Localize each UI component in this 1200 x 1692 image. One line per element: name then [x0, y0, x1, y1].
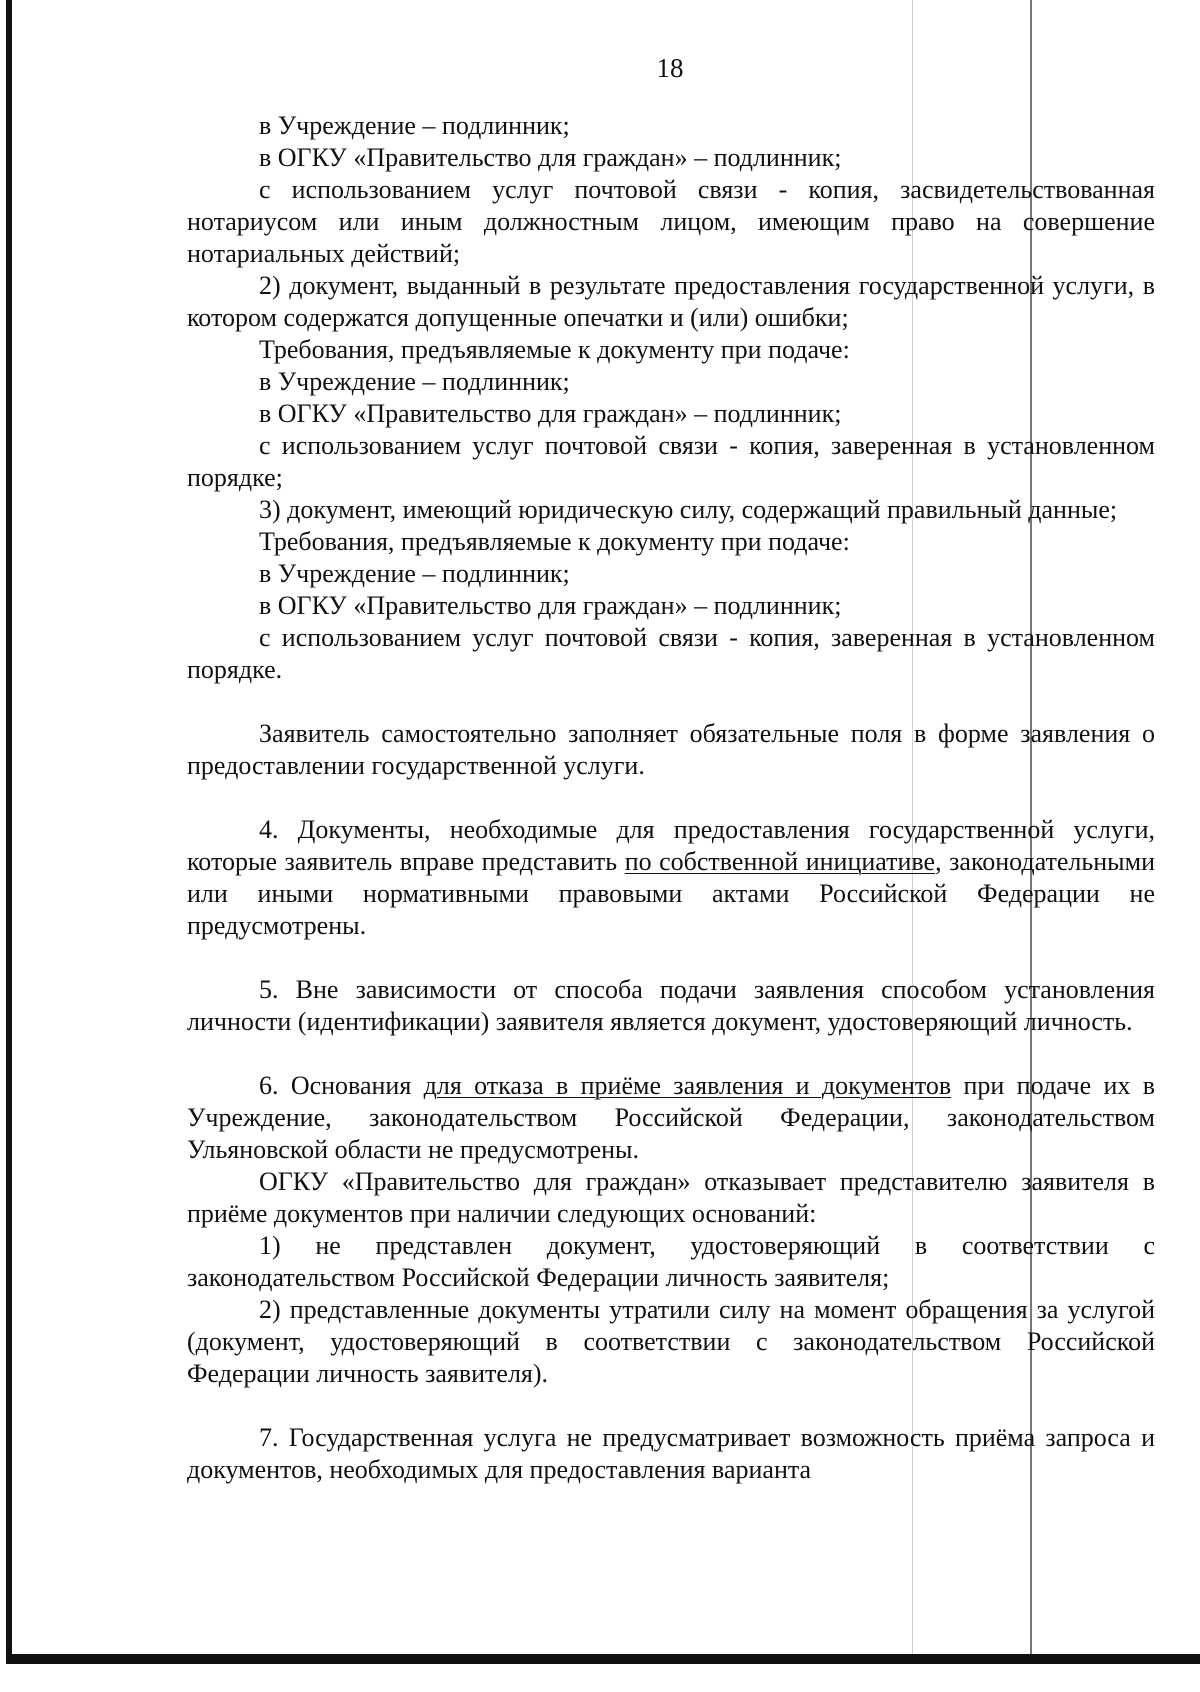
- paragraph-spacer: [187, 942, 1155, 974]
- paragraph-spacer: [187, 686, 1155, 718]
- document-body: [187, 110, 1155, 1486]
- page-number: 18: [656, 53, 684, 83]
- paragraph-spacer: [187, 782, 1155, 814]
- paragraph: в Учреждение – подлинник;: [259, 559, 570, 588]
- underlined-text: для отказа в приёме заявления и документов: [423, 1071, 952, 1100]
- paragraph: в Учреждение – подлинник;: [259, 367, 570, 396]
- paragraph: Заявитель самостоятельно заполняет обязательные поля в форме заявления о предоставлении государственной услуги.: [187, 719, 1155, 780]
- paragraph: в ОГКУ «Правительство для граждан» – подлинник;: [259, 591, 842, 620]
- paragraph: с использованием услуг почтовой связи - копия, заверенная в установленном порядке;: [187, 431, 1155, 492]
- paragraph: в ОГКУ «Правительство для граждан» – подлинник;: [259, 143, 842, 172]
- paragraph: Требования, предъявляемые к документу при подаче:: [259, 527, 850, 556]
- paragraph: ОГКУ «Правительство для граждан» отказывает представителю заявителя в приёме документов при наличии следующих оснований:: [187, 1167, 1155, 1228]
- underlined-text: по собственной инициативе: [624, 847, 936, 876]
- paragraph-section-6: [187, 1070, 1155, 1166]
- text-run: 6. Основания: [259, 1071, 424, 1100]
- paragraph-spacer: [187, 1390, 1155, 1422]
- paragraph: 3) документ, имеющий юридическую силу, содержащий правильный данные;: [259, 495, 1118, 524]
- paragraph: 2) документ, выданный в результате предоставления государственной услуги, в котором содержатся допущенные опечатки и (или) ошибки;: [187, 271, 1155, 332]
- paragraph: с использованием услуг почтовой связи - копия, заверенная в установленном порядке.: [187, 623, 1155, 684]
- text-run: 4. Документы, необходимые для предоставления государственной услуги, которые заявитель вправе представить: [187, 815, 1155, 876]
- paragraph: в Учреждение – подлинник;: [259, 111, 570, 140]
- scan-bottom-border: [6, 1654, 1200, 1664]
- paragraph-section-7: 7. Государственная услуга не предусматривает возможность приёма запроса и документов, необходимых для предоставления варианта: [187, 1423, 1155, 1484]
- scan-left-border: [6, 0, 12, 1660]
- paragraph-spacer: [187, 1038, 1155, 1070]
- paragraph-section-5: 5. Вне зависимости от способа подачи заявления способом установления личности (идентификации) заявителя является документ, удостоверяющий личность.: [187, 975, 1155, 1036]
- text-run: , законодательными или иными нормативными правовыми актами Российской Федерации не предусмотрены.: [187, 847, 1155, 940]
- paragraph: с использованием услуг почтовой связи - копия, засвидетельствованная нотариусом или иным должностным лицом, имеющим право на совершение нотариальных действий;: [187, 175, 1155, 268]
- paragraph: Требования, предъявляемые к документу при подаче:: [259, 335, 850, 364]
- text-run: при подаче их в Учреждение, законодательством Российской Федерации, законодательством Ульяновской области не предусмотрены.: [187, 1071, 1155, 1164]
- paragraph: 2) представленные документы утратили силу на момент обращения за услугой (документ, удостоверяющий в соответствии с законодательством Российской Федерации личность заявителя).: [187, 1295, 1155, 1388]
- paragraph: в ОГКУ «Правительство для граждан» – подлинник;: [259, 399, 842, 428]
- paragraph: 1) не представлен документ, удостоверяющий в соответствии с законодательством Российской Федерации личность заявителя;: [187, 1231, 1155, 1292]
- paragraph-section-4: [187, 814, 1155, 942]
